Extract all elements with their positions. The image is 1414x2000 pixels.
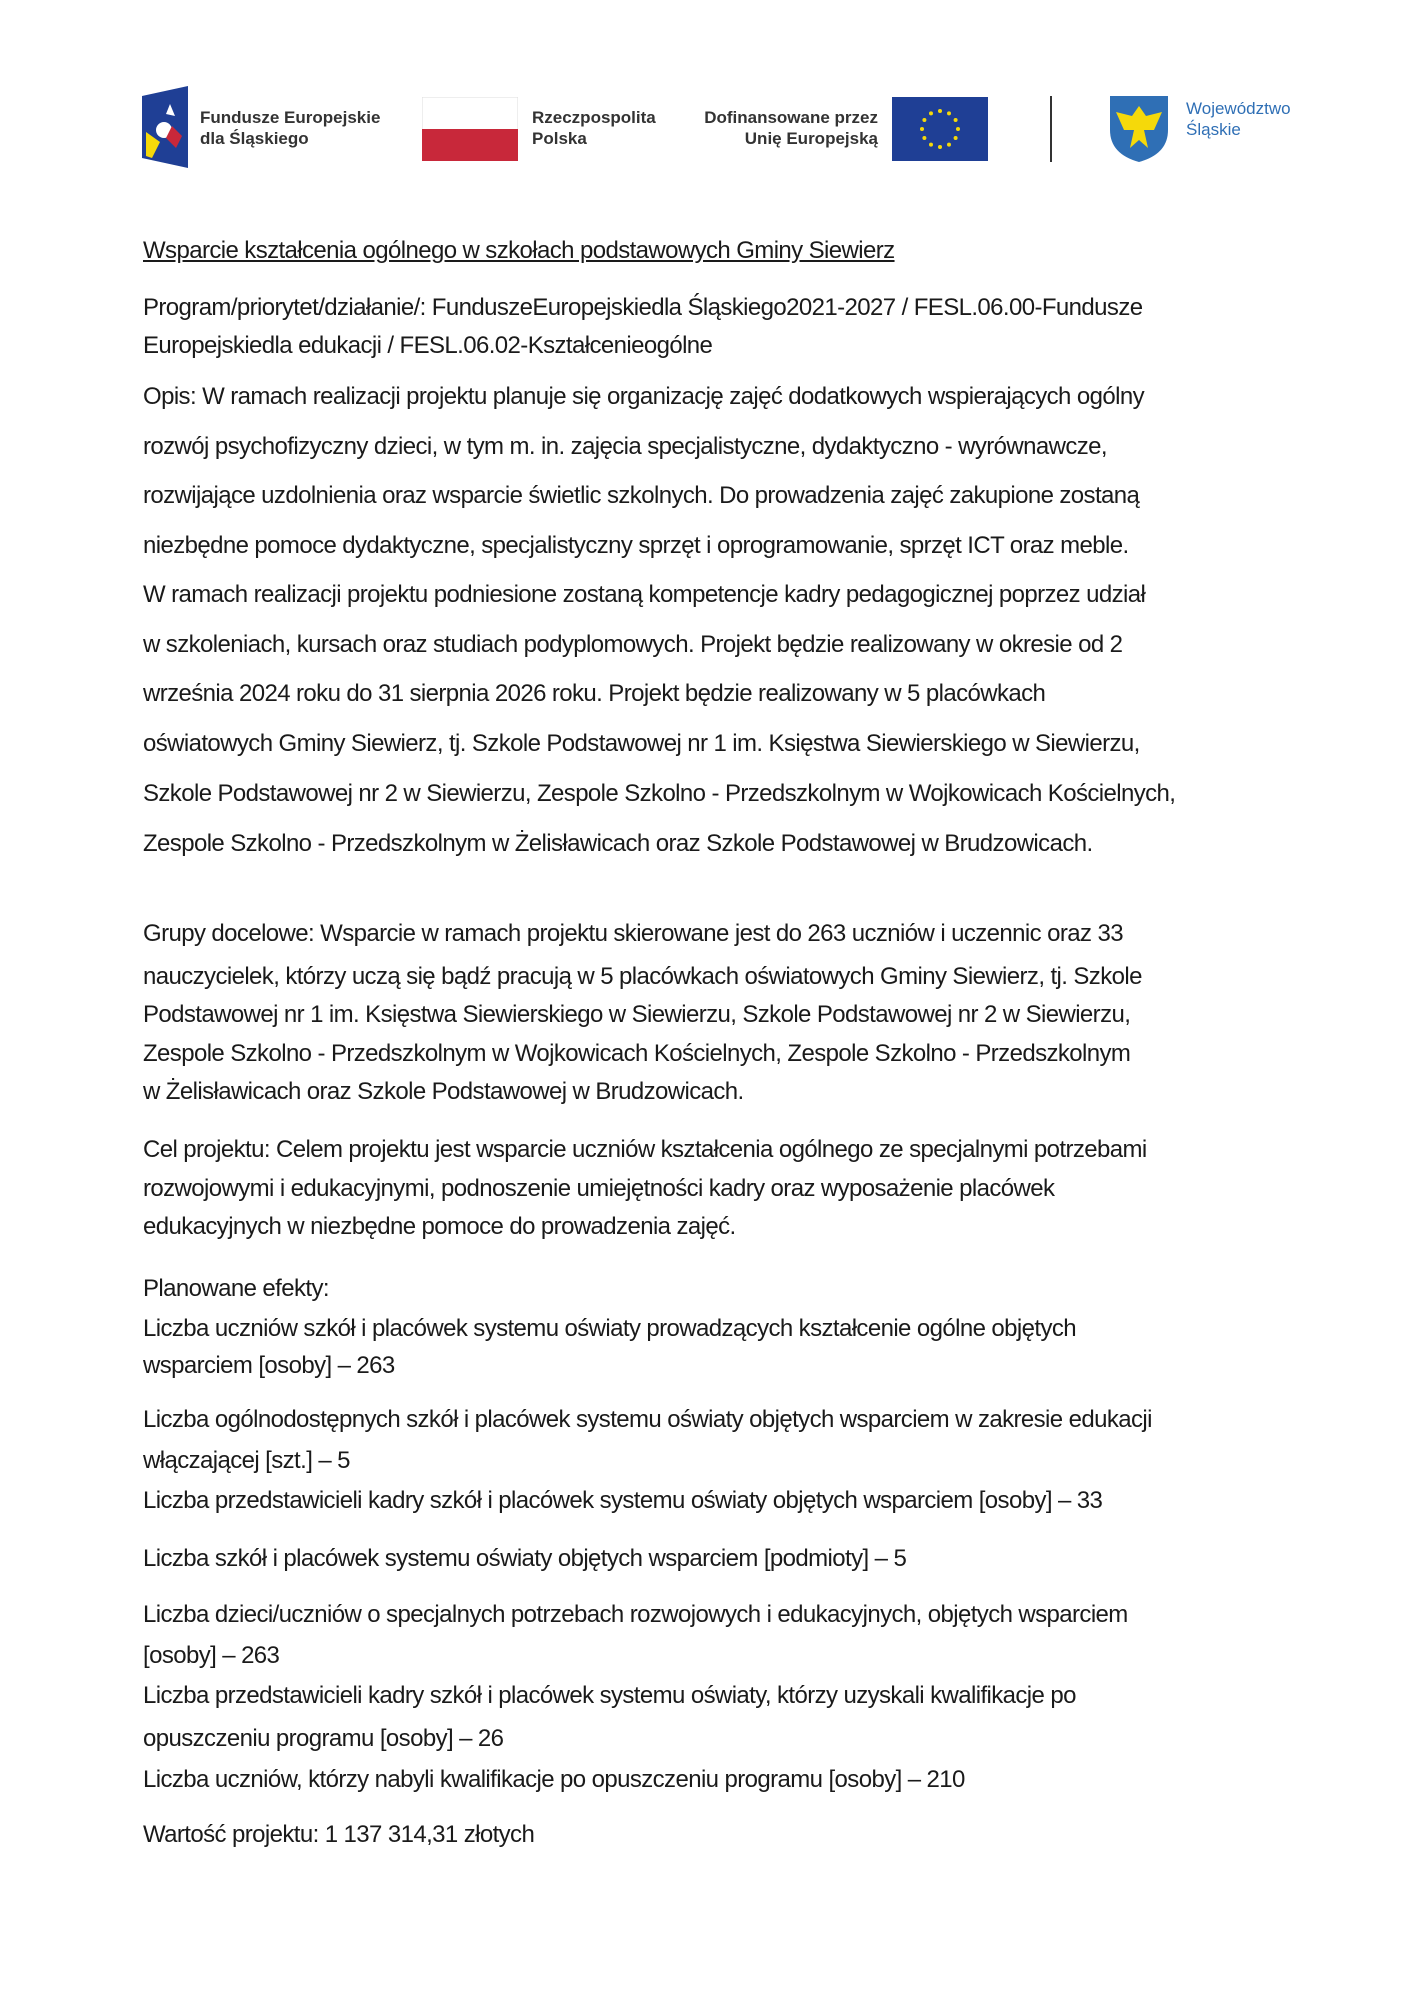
- cel-line: Cel projektu: Celem projektu jest wsparcie uczniów kształcenia ogólnego ze specjalnymi potrzebami: [143, 1136, 1147, 1163]
- efekty-line: opuszczeniu programu [osoby] – 26: [143, 1725, 504, 1752]
- grupy-line: Zespole Szkolno - Przedszkolnym w Wojkowicach Kościelnych, Zespole Szkolno - Przedszkolnym: [143, 1040, 1131, 1067]
- ws-logo-text: Województwo Śląskie: [1186, 99, 1291, 139]
- grupy-line: nauczycielek, którzy uczą się bądź pracują w 5 placówkach oświatowych Gminy Siewierz, tj. Szkole: [143, 963, 1142, 990]
- efekty-line: Liczba szkół i placówek systemu oświaty objętych wsparciem [podmioty] – 5: [143, 1545, 907, 1572]
- logo-divider: [1050, 96, 1052, 162]
- eu-flag-icon: [892, 97, 988, 161]
- opis-line: Zespole Szkolno - Przedszkolnym w Żelisławicach oraz Szkole Podstawowej w Brudzowicach.: [143, 830, 1093, 857]
- opis-line: września 2024 roku do 31 sierpnia 2026 roku. Projekt będzie realizowany w 5 placówkach: [143, 680, 1046, 707]
- opis-line: oświatowych Gminy Siewierz, tj. Szkole Podstawowej nr 1 im. Księstwa Siewierskiego w Siewierzu,: [143, 730, 1140, 757]
- efekty-line: Liczba przedstawicieli kadry szkół i placówek systemu oświaty, którzy uzyskali kwalifikacje po: [143, 1682, 1076, 1709]
- efekty-heading: Planowane efekty:: [143, 1275, 329, 1302]
- fe-logo-text: Fundusze Europejskie dla Śląskiego: [200, 108, 381, 148]
- efekty-line: Liczba uczniów, którzy nabyli kwalifikacje po opuszczeniu programu [osoby] – 210: [143, 1766, 965, 1793]
- cel-line: edukacyjnych w niezbędne pomoce do prowadzenia zajęć.: [143, 1213, 736, 1240]
- fe-logo-icon: [142, 86, 188, 168]
- efekty-line: [osoby] – 263: [143, 1642, 280, 1669]
- opis-line: rozwijające uzdolnienia oraz wsparcie świetlic szkolnych. Do prowadzenia zajęć zakupione zostaną: [143, 482, 1140, 509]
- cel-line: rozwojowymi i edukacyjnymi, podnoszenie umiejętności kadry oraz wyposażenie placówek: [143, 1175, 1055, 1202]
- grupy-line: Grupy docelowe: Wsparcie w ramach projektu skierowane jest do 263 uczniów i uczennic oraz 33: [143, 920, 1123, 947]
- efekty-line: Liczba ogólnodostępnych szkół i placówek systemu oświaty objętych wsparciem w zakresie edukacji: [143, 1406, 1152, 1433]
- opis-line: Szkole Podstawowej nr 2 w Siewierzu, Zespole Szkolno - Przedszkolnym w Wojkowicach Kościelnych,: [143, 780, 1176, 807]
- program-line: Program/priorytet/działanie/: FunduszeEuropejskiedla Śląskiego2021-2027 / FESL.06.00-Fundusze: [143, 294, 1143, 321]
- ue-logo-text: Dofinansowane przez Unię Europejską: [704, 108, 878, 148]
- opis-line: rozwój psychofizyczny dzieci, w tym m. in. zajęcia specjalistyczne, dydaktyczno - wyrównawcze,: [143, 433, 1107, 460]
- project-value: Wartość projektu: 1 137 314,31 złotych: [143, 1821, 535, 1848]
- opis-line: W ramach realizacji projektu podniesione zostaną kompetencje kadry pedagogicznej poprzez udział: [143, 581, 1146, 608]
- grupy-line: w Żelisławicach oraz Szkole Podstawowej w Brudzowicach.: [143, 1078, 744, 1105]
- document-title: Wsparcie kształcenia ogólnego w szkołach podstawowych Gminy Siewierz: [143, 237, 895, 264]
- opis-line: niezbędne pomoce dydaktyczne, specjalistyczny sprzęt i oprogramowanie, sprzęt ICT oraz meble.: [143, 532, 1129, 559]
- efekty-line: wsparciem [osoby] – 263: [143, 1352, 395, 1379]
- efekty-line: Liczba przedstawicieli kadry szkół i placówek systemu oświaty objętych wsparciem [osoby] – 33: [143, 1487, 1103, 1514]
- rp-logo-text: Rzeczpospolita Polska: [532, 108, 656, 148]
- eagle-shield-icon: [1110, 96, 1168, 162]
- efekty-line: Liczba uczniów szkół i placówek systemu oświaty prowadzących kształcenie ogólne objętych: [143, 1315, 1077, 1342]
- grupy-line: Podstawowej nr 1 im. Księstwa Siewierskiego w Siewierzu, Szkole Podstawowej nr 2 w Siewierzu,: [143, 1001, 1131, 1028]
- program-line: Europejskiedla edukacji / FESL.06.02-Kształcenieogólne: [143, 332, 713, 359]
- polish-flag-icon: [422, 97, 518, 161]
- efekty-line: Liczba dzieci/uczniów o specjalnych potrzebach rozwojowych i edukacyjnych, objętych wsparciem: [143, 1601, 1128, 1628]
- opis-line: Opis: W ramach realizacji projektu planuje się organizację zajęć dodatkowych wspierających ogólny: [143, 383, 1144, 410]
- opis-line: w szkoleniach, kursach oraz studiach podyplomowych. Projekt będzie realizowany w okresie od 2: [143, 631, 1123, 658]
- efekty-line: włączającej [szt.] – 5: [143, 1447, 350, 1474]
